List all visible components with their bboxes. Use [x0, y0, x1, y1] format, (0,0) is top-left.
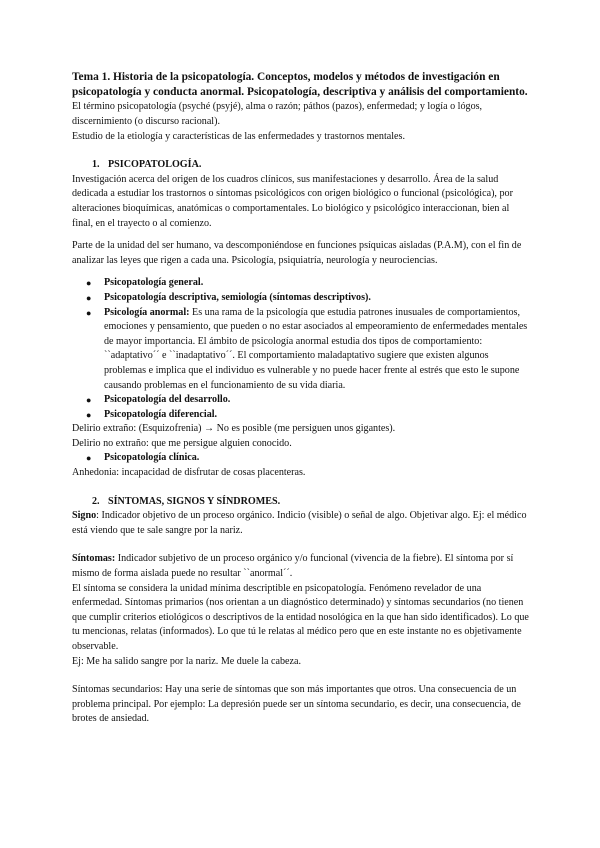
list-item-text: Es una rama de la psicología que estudia patrones inusuales de comportamientos, emociones y pensamiento, que pueden o no estar asociados al empeoramiento de enfermedades mentales de mayor importancia. El ámbito de psicología anormal estudia dos tipos de comportamiento: ``adaptativo´´ e ``inadaptativo´´. El comportamiento maladaptativo sugiere que existen algunos problemas e implica que el individuo es vulnerable y no puede hacer frente al estrés que esto le supone causando problemas en el funcionamiento de su vida diaria. — [104, 306, 528, 391]
list-item-text: Psicopatología clínica. — [104, 452, 200, 464]
anhedonia-definition: Anhedonia: incapacidad de disfrutar de cosas placenteras. — [72, 467, 306, 479]
sintomas-secundarios: Síntomas secundarios: Hay una serie de síntomas que son más importantes que otros. Una consecuencia de un problema principal. Por ejemplo: La depresión puede ser un síntoma secundario, es decir, una consecuencia, de brotes de ansiedad. — [72, 684, 521, 725]
list-item — [72, 291, 532, 306]
signo-definition — [72, 509, 532, 538]
section-1-title: PSICOPATOLOGÍA. — [108, 159, 202, 171]
psychopathology-types-list — [72, 276, 532, 422]
bullet-icon: ● — [86, 278, 92, 289]
section-2-title: SÍNTOMAS, SIGNOS Y SÍNDROMES. — [108, 495, 281, 507]
list-item-label: Psicología anormal: — [104, 306, 190, 318]
list-item-text: Psicopatología diferencial. — [104, 408, 218, 420]
delirio-no-extrano: Delirio no extraño: que me persigue alguien conocido. — [72, 437, 292, 449]
sintomas-example: Ej: Me ha salido sangre por la nariz. Me duele la cabeza. — [72, 655, 301, 667]
section-2-number: 2. — [92, 495, 100, 507]
bullet-icon: ● — [86, 409, 92, 420]
bullet-icon: ● — [86, 453, 92, 464]
section-2-heading — [72, 495, 532, 510]
sintomas-text: Indicador subjetivo de un proceso orgánico y/o funcional (vivencia de la fiebre). El síntoma por sí mismo de forma aislada puede no resultar ``anormal´´. — [72, 553, 514, 580]
sintomas-paragraph-2: El síntoma se considera la unidad mínima descriptible en psicopatología. Fenómeno revelador de una enfermedad. Síntomas primarios (nos orientan a un diagnóstico determinado) y síntomas secundarios (no tienen que cumplir criterios etiológicos o descriptivos de la entidad nosológica en la que han sido identificados). Lo que tu mencionas, relatas (informados). Lo que tú le relatas al médico pero que en este instante no es objetivamente observable. — [72, 582, 529, 652]
signo-text: : Indicador objetivo de un proceso orgánico. Indicio (visible) o señal de algo. Objetivar algo. Ej: el médico está viendo que te sale sangre por la nariz. — [72, 510, 527, 536]
sintomas-label: Síntomas: — [72, 553, 116, 565]
bullet-icon: ● — [86, 292, 92, 303]
list-item-text: Psicopatología general. — [104, 277, 204, 289]
list-item — [72, 451, 532, 466]
delirio-extrano: Delirio extraño: (Esquizofrenia) → No es posible (me persiguen unos gigantes). — [72, 423, 396, 435]
section-1-paragraph-1: Investigación acerca del origen de los cuadros clínicos, sus manifestaciones y desarrollo. Área de la salud dedicada a estudiar los trastornos o síntomas psicológicos con origen biológico o funcional (psicológica), por alteraciones bioquímicas, anatómicas o comportamentales. Lo biológico y psicológico interaccionan, bien al final, en el trayecto o al comienzo. — [72, 173, 513, 229]
list-item — [72, 408, 532, 423]
section-1-paragraph-2: Parte de la unidad del ser humano, va descomponiéndose en funciones psíquicas aisladas (P.A.M), con el fin de analizar las leyes que rigen a cada una. Psicología, psiquiatría, neurología y neurociencias. — [72, 240, 522, 266]
list-item — [72, 393, 532, 408]
document-title: Tema 1. Historia de la psicopatología. Conceptos, modelos y métodos de investigación en psicopatología y conducta anormal. Psicopatología, descriptiva y análisis del comportamiento. — [72, 71, 528, 99]
signo-label: Signo — [72, 510, 97, 522]
sintomas-definition — [72, 552, 532, 581]
section-1-heading — [72, 158, 532, 173]
intro-paragraph-2: Estudio de la etiología y características de las enfermedades y trastornos mentales. — [72, 130, 405, 142]
psychopathology-types-list-2 — [72, 451, 532, 466]
bullet-icon: ● — [86, 395, 92, 406]
list-item-text: Psicopatología descriptiva, semiología (síntomas descriptivos). — [104, 291, 371, 303]
section-1-number: 1. — [92, 159, 100, 171]
list-item — [72, 276, 532, 291]
list-item-text: Psicopatología del desarrollo. — [104, 394, 231, 406]
bullet-icon: ● — [86, 307, 92, 318]
list-item — [72, 306, 532, 394]
intro-paragraph-1: El término psicopatología (psyché (psyjé), alma o razón; páthos (pazos), enfermedad; y logía o lógos, discernimiento (o discurso racional). — [72, 101, 483, 127]
document-page — [72, 70, 532, 727]
